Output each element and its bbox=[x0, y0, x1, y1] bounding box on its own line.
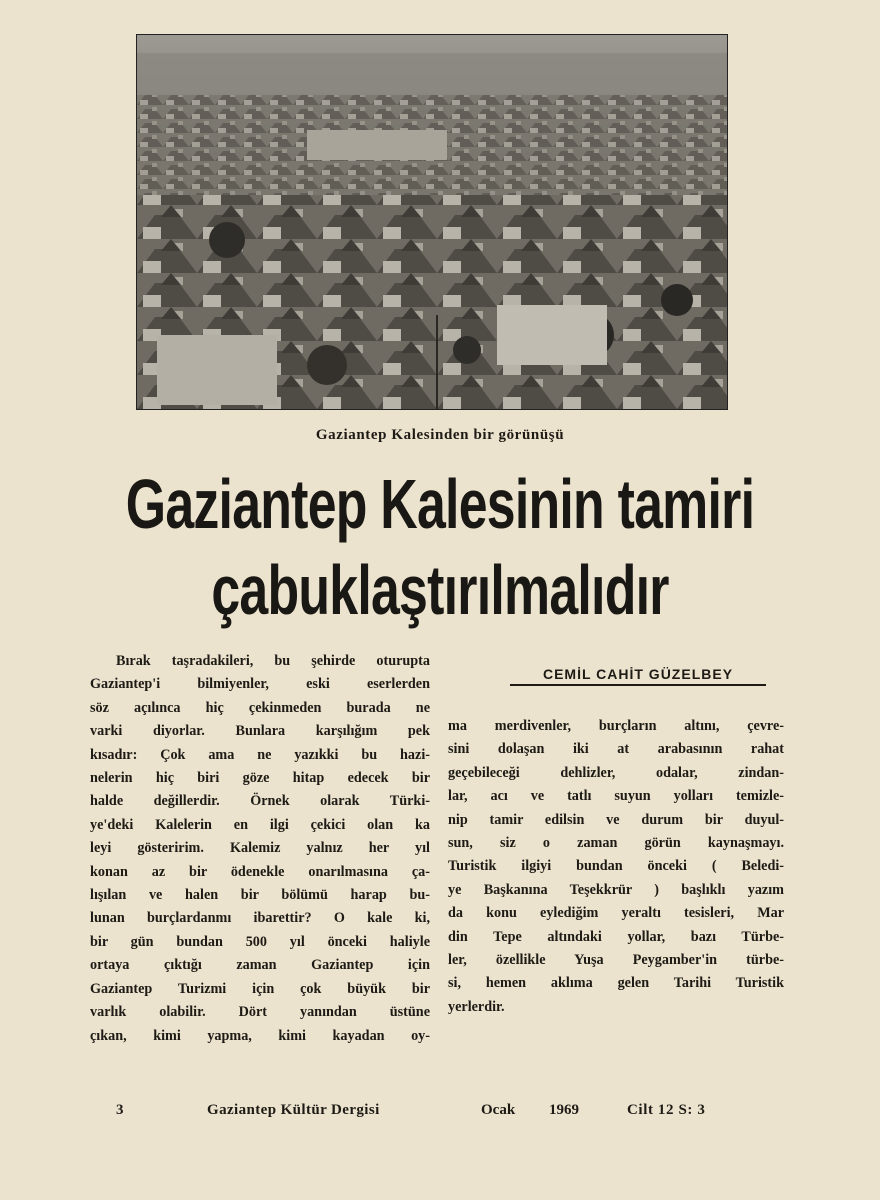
photo-illustration bbox=[137, 35, 727, 409]
article-line: varki diyorlar. Bunlara karşılığım pek bbox=[90, 723, 430, 740]
issue-month: Ocak bbox=[481, 1102, 516, 1118]
photo-caption: Gaziantep Kalesinden bir görünüşü bbox=[315, 427, 565, 443]
headline-line-1: Gaziantep Kalesinin tamiri bbox=[125, 465, 755, 543]
article-line: lunan burçlardanmı ibarettir? O kale ki, bbox=[90, 910, 430, 927]
article-line: geçebileceği dehlizler, odalar, zindan- bbox=[448, 764, 784, 781]
article-column-right bbox=[448, 715, 784, 1019]
article-line: Bırak taşradakileri, bu şehirde oturupta bbox=[116, 653, 430, 669]
author-byline: CEMİL CAHİT GÜZELBEY bbox=[510, 666, 766, 686]
headline-line-2: çabuklaştırılmalıdır bbox=[211, 551, 669, 629]
article-line: lar, acı ve tatlı suyun yolları temizle- bbox=[448, 788, 784, 805]
article-line: nelerin hiç biri göze hitap edecek bir bbox=[90, 770, 430, 787]
article-line: ye'deki Kalelerin en ilgi çekici olan ka bbox=[90, 816, 430, 833]
article-line: konan az bir ödenekle onarılmasına ça- bbox=[90, 863, 430, 880]
issue-year: 1969 bbox=[549, 1102, 579, 1118]
page-number: 3 bbox=[116, 1102, 124, 1118]
article-line: bir gün bundan 500 yıl önceki haliyle bbox=[90, 933, 430, 950]
article-line: sun, siz o zaman görün kaynaşmayı. bbox=[448, 835, 784, 852]
article-line: ler, özellikle Yuşa Peygamber'in türbe- bbox=[448, 952, 784, 969]
article-line: ye Başkanına Teşekkrür ) başlıklı yazım bbox=[448, 881, 784, 898]
article-line: sini dolaşan iki at arabasının rahat bbox=[448, 741, 784, 758]
article-line: nip tamir edilsin ve durum bir duyul- bbox=[448, 811, 784, 828]
article-line: si, hemen aklıma gelen Tarihi Turistik bbox=[448, 975, 784, 992]
article-line: varlık olabilir. Dört yanından üstüne bbox=[90, 1004, 430, 1021]
article-column-left bbox=[90, 650, 430, 1048]
article-line: ma merdivenler, burçların altını, çevre- bbox=[448, 718, 784, 734]
article-line: söz açılınca hiç çekinmeden burada ne bbox=[90, 699, 430, 716]
article-line: yerlerdir. bbox=[448, 998, 505, 1015]
article-line: Gaziantep'i bilmiyenler, eski eserlerden bbox=[90, 676, 430, 693]
article-line: da konu eylediğim yeraltı tesisleri, Mar bbox=[448, 905, 784, 922]
journal-name: Gaziantep Kültür Dergisi bbox=[207, 1102, 380, 1118]
city-photo bbox=[136, 34, 728, 410]
article-line: din Tepe altındaki yollar, bazı Türbe- bbox=[448, 928, 784, 945]
article-line: Turistik ilgiyi bundan önceki ( Beledi- bbox=[448, 858, 784, 875]
article-line: ortaya çıktığı zaman Gaziantep için bbox=[90, 957, 430, 974]
article-line: leyi gösteririm. Kalemiz yalnız her yıl bbox=[90, 840, 430, 857]
article-line: çıkan, kimi yapma, kimi kayadan oy- bbox=[90, 1027, 430, 1044]
volume-issue: Cilt 12 S: 3 bbox=[627, 1102, 706, 1118]
article-line: Gaziantep Turizmi için çok büyük bir bbox=[90, 980, 430, 997]
article-line: kısadır: Çok ama ne yazıkki bu hazi- bbox=[90, 746, 430, 763]
article-line: halde değillerdir. Örnek olarak Türki- bbox=[90, 793, 430, 810]
article-line: lışılan ve halen bir bölümü harap bu- bbox=[90, 887, 430, 904]
